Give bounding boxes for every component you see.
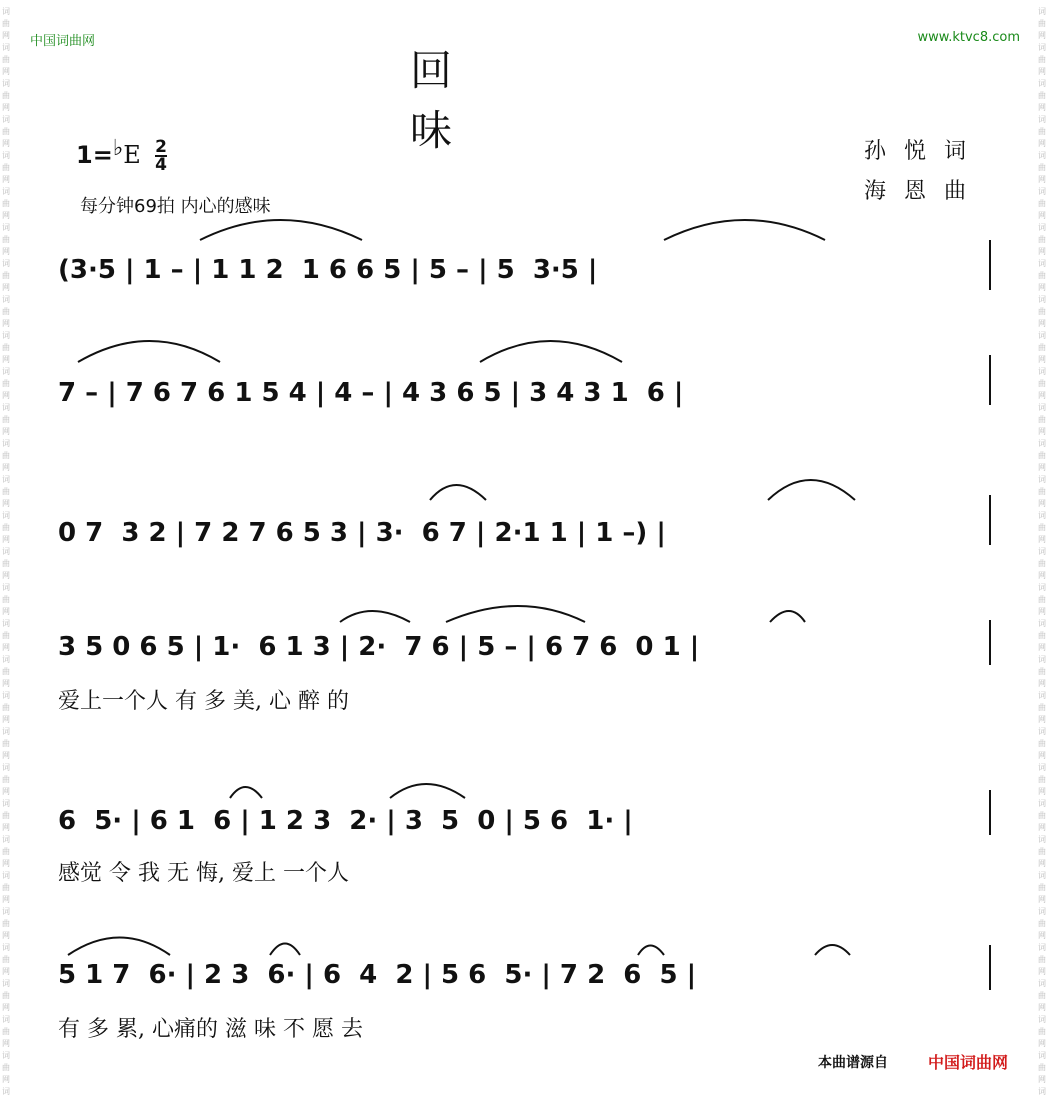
- watermark-char: 曲: [1038, 991, 1046, 1000]
- watermark-char: 词: [1038, 763, 1046, 772]
- watermark-char: 词: [2, 943, 10, 952]
- watermark-char: 词: [2, 619, 10, 628]
- watermark-char: 曲: [2, 199, 10, 208]
- flat-sign: ♭: [112, 136, 124, 161]
- watermark-char: 曲: [1038, 451, 1046, 460]
- slur: [78, 341, 220, 362]
- watermark-char: 网: [2, 1003, 10, 1012]
- watermark-char: 词: [2, 1087, 10, 1096]
- watermark-char: 网: [2, 1039, 10, 1048]
- watermark-char: 曲: [1038, 595, 1046, 604]
- watermark-char: 词: [1038, 727, 1046, 736]
- watermark-char: 词: [1038, 1051, 1046, 1060]
- watermark-char: 网: [2, 463, 10, 472]
- watermark-char: 曲: [2, 703, 10, 712]
- watermark-char: 词: [2, 331, 10, 340]
- watermark-char: 词: [2, 763, 10, 772]
- watermark-char: 网: [1038, 787, 1046, 796]
- watermark-char: 词: [1038, 259, 1046, 268]
- site-name-top-left[interactable]: 中国词曲网: [30, 34, 96, 49]
- watermark-char: 词: [2, 871, 10, 880]
- watermark-char: 曲: [1038, 811, 1046, 820]
- watermark-char: 曲: [1038, 919, 1046, 928]
- watermark-char: 曲: [2, 487, 10, 496]
- watermark-char: 曲: [2, 523, 10, 532]
- watermark-char: 词: [1038, 475, 1046, 484]
- watermark-char: 网: [2, 67, 10, 76]
- watermark-char: 网: [2, 751, 10, 760]
- watermark-char: 曲: [1038, 955, 1046, 964]
- notes-row-4: 3 5 0 6 5 | 1· 6 1 3 | 2· 7 6 | 5 – | 6 7 6 0 1 |: [58, 632, 700, 662]
- watermark-char: 网: [2, 247, 10, 256]
- watermark-char: 网: [1038, 319, 1046, 328]
- watermark-char: 曲: [1038, 523, 1046, 532]
- song-title: 回 味: [410, 46, 543, 155]
- watermark-char: 网: [1038, 823, 1046, 832]
- watermark-char: 曲: [1038, 883, 1046, 892]
- watermark-char: 词: [1038, 1015, 1046, 1024]
- watermark-char: 网: [2, 895, 10, 904]
- watermark-char: 词: [1038, 115, 1046, 124]
- watermark-char: 词: [1038, 367, 1046, 376]
- watermark-char: 网: [1038, 211, 1046, 220]
- watermark-char: 曲: [1038, 775, 1046, 784]
- watermark-char: 词: [2, 583, 10, 592]
- watermark-char: 曲: [2, 415, 10, 424]
- watermark-char: 曲: [1038, 235, 1046, 244]
- watermark-char: 曲: [2, 631, 10, 640]
- watermark-char: 曲: [2, 775, 10, 784]
- watermark-char: 词: [2, 43, 10, 52]
- notes-row-3: 0 7 3 2 | 7 2 7 6 5 3 | 3· 6 7 | 2·1 1 | 1 –) |: [58, 518, 666, 548]
- watermark-char: 曲: [2, 559, 10, 568]
- watermark-char: 曲: [1038, 1063, 1046, 1072]
- watermark-char: 网: [1038, 31, 1046, 40]
- watermark-char: 词: [2, 259, 10, 268]
- slur: [340, 611, 410, 622]
- watermark-char: 曲: [1038, 55, 1046, 64]
- watermark-char: 曲: [1038, 559, 1046, 568]
- watermark-char: 曲: [1038, 127, 1046, 136]
- watermark-char: 词: [1038, 79, 1046, 88]
- watermark-char: 词: [1038, 295, 1046, 304]
- watermark-char: 网: [2, 211, 10, 220]
- watermark-char: 词: [1038, 1087, 1046, 1096]
- watermark-char: 词: [2, 835, 10, 844]
- notes-row-6: 5 1 7 6· | 2 3 6· | 6 4 2 | 5 6 5· | 7 2 6 5 |: [58, 960, 697, 990]
- watermark-char: 曲: [2, 379, 10, 388]
- watermark-char: 词: [1038, 583, 1046, 592]
- slur: [68, 938, 170, 956]
- watermark-char: 网: [1038, 859, 1046, 868]
- watermark-char: 网: [1038, 967, 1046, 976]
- watermark-char: 词: [1038, 151, 1046, 160]
- watermark-char: 词: [2, 7, 10, 16]
- watermark-char: 曲: [2, 19, 10, 28]
- watermark-char: 网: [1038, 715, 1046, 724]
- lyrics-row-6: 有 多 累, 心痛的 滋 味 不 愿 去: [58, 1017, 363, 1042]
- watermark-char: 曲: [2, 811, 10, 820]
- time-signature-bottom: 4: [155, 155, 167, 175]
- watermark-char: 网: [1038, 283, 1046, 292]
- watermark-char: 曲: [1038, 631, 1046, 640]
- watermark-char: 词: [2, 115, 10, 124]
- watermark-char: 网: [2, 139, 10, 148]
- slur: [430, 485, 486, 500]
- watermark-char: 曲: [1038, 415, 1046, 424]
- watermark-char: 网: [2, 643, 10, 652]
- watermark-char: 曲: [1038, 199, 1046, 208]
- watermark-char: 词: [1038, 979, 1046, 988]
- slur: [638, 946, 664, 956]
- watermark-char: 曲: [1038, 163, 1046, 172]
- watermark-char: 词: [1038, 7, 1046, 16]
- watermark-char: 网: [1038, 391, 1046, 400]
- watermark-char: 网: [1038, 895, 1046, 904]
- watermark-char: 词: [2, 1015, 10, 1024]
- watermark-char: 网: [2, 967, 10, 976]
- slur: [270, 944, 300, 956]
- watermark-char: 网: [2, 787, 10, 796]
- lyrics-row-4: 爱上一个人 有 多 美, 心 醉 的: [58, 689, 349, 714]
- watermark-char: 曲: [1038, 379, 1046, 388]
- watermark-char: 网: [1038, 67, 1046, 76]
- source-label: 本曲谱源自: [818, 1055, 888, 1071]
- watermark-char: 网: [1038, 931, 1046, 940]
- watermark-char: 词: [1038, 691, 1046, 700]
- watermark-char: 曲: [2, 307, 10, 316]
- watermark-char: 网: [1038, 679, 1046, 688]
- watermark-char: 词: [1038, 439, 1046, 448]
- watermark-char: 网: [1038, 1003, 1046, 1012]
- watermark-char: 词: [2, 979, 10, 988]
- watermark-char: 曲: [1038, 1027, 1046, 1036]
- slur: [446, 606, 585, 622]
- watermark-char: 词: [1038, 799, 1046, 808]
- slur: [768, 480, 855, 500]
- watermark-char: 词: [2, 151, 10, 160]
- watermark-char: 词: [2, 727, 10, 736]
- tempo-marking: 每分钟69拍 内心的感味: [80, 196, 271, 217]
- notes-row-1: (3·5 | 1 – | 1 1 2 1 6 6 5 | 5 – | 5 3·5 |: [58, 255, 598, 285]
- lyrics-row-5: 感觉 令 我 无 悔, 爱上 一个人: [58, 861, 349, 886]
- watermark-char: 词: [2, 475, 10, 484]
- watermark-char: 词: [2, 367, 10, 376]
- slur: [480, 341, 622, 362]
- watermark-char: 词: [2, 547, 10, 556]
- watermark-char: 词: [2, 655, 10, 664]
- watermark-char: 词: [2, 439, 10, 448]
- watermark-char: 曲: [1038, 19, 1046, 28]
- watermark-char: 曲: [2, 847, 10, 856]
- watermark-char: 词: [2, 1051, 10, 1060]
- watermark-char: 网: [1038, 535, 1046, 544]
- source-site-link[interactable]: 中国词曲网: [928, 1053, 1009, 1072]
- watermark-char: 网: [2, 571, 10, 580]
- watermark-char: 网: [2, 283, 10, 292]
- watermark-char: 网: [2, 931, 10, 940]
- watermark-char: 词: [2, 79, 10, 88]
- watermark-char: 网: [1038, 607, 1046, 616]
- slur: [815, 945, 850, 955]
- watermark-char: 词: [1038, 835, 1046, 844]
- watermark-char: 网: [1038, 175, 1046, 184]
- watermark-char: 曲: [1038, 487, 1046, 496]
- watermark-char: 网: [2, 823, 10, 832]
- slur: [770, 611, 805, 622]
- watermark-char: 曲: [2, 235, 10, 244]
- watermark-char: 曲: [2, 991, 10, 1000]
- watermark-char: 词: [2, 295, 10, 304]
- watermark-char: 网: [2, 355, 10, 364]
- watermark-char: 曲: [2, 1063, 10, 1072]
- notes-row-2: 7 – | 7 6 7 6 1 5 4 | 4 – | 4 3 6 5 | 3 4 3 1 6 |: [58, 378, 684, 408]
- watermark-char: 词: [1038, 907, 1046, 916]
- watermark-char: 词: [1038, 943, 1046, 952]
- watermark-char: 词: [1038, 871, 1046, 880]
- watermark-char: 网: [2, 859, 10, 868]
- slur: [230, 787, 262, 798]
- watermark-char: 词: [2, 691, 10, 700]
- watermark-char: 网: [1038, 1039, 1046, 1048]
- watermark-char: 网: [2, 679, 10, 688]
- watermark-char: 曲: [1038, 667, 1046, 676]
- watermark-char: 网: [2, 103, 10, 112]
- watermark-char: 词: [2, 403, 10, 412]
- watermark-char: 网: [1038, 643, 1046, 652]
- watermark-char: 词: [1038, 547, 1046, 556]
- watermark-char: 曲: [1038, 343, 1046, 352]
- watermark-char: 曲: [2, 91, 10, 100]
- watermark-char: 词: [1038, 511, 1046, 520]
- slur: [390, 784, 465, 798]
- watermark-char: 曲: [2, 883, 10, 892]
- watermark-char: 网: [2, 175, 10, 184]
- watermark-char: 曲: [2, 667, 10, 676]
- watermark-char: 曲: [2, 919, 10, 928]
- watermark-char: 网: [1038, 751, 1046, 760]
- notes-row-5: 6 5· | 6 1 6 | 1 2 3 2· | 3 5 0 | 5 6 1· |: [58, 806, 633, 836]
- watermark-char: 曲: [2, 739, 10, 748]
- watermark-char: 词: [1038, 403, 1046, 412]
- watermark-char: 词: [2, 223, 10, 232]
- watermark-char: 网: [2, 427, 10, 436]
- watermark-char: 网: [1038, 463, 1046, 472]
- watermark-char: 曲: [2, 595, 10, 604]
- watermark-char: 词: [2, 907, 10, 916]
- watermark-char: 网: [2, 1075, 10, 1084]
- watermark-char: 网: [2, 391, 10, 400]
- watermark-char: 网: [1038, 139, 1046, 148]
- watermark-char: 网: [2, 31, 10, 40]
- watermark-char: 网: [1038, 499, 1046, 508]
- watermark-char: 网: [1038, 355, 1046, 364]
- watermark-char: 词: [1038, 655, 1046, 664]
- watermark-char: 词: [1038, 223, 1046, 232]
- watermark-char: 曲: [1038, 271, 1046, 280]
- watermark-char: 网: [2, 535, 10, 544]
- watermark-char: 网: [2, 499, 10, 508]
- watermark-char: 网: [1038, 427, 1046, 436]
- watermark-char: 词: [1038, 331, 1046, 340]
- site-url-top-right[interactable]: www.ktvc8.com: [917, 30, 1020, 45]
- watermark-char: 网: [2, 319, 10, 328]
- slur: [200, 220, 362, 240]
- watermark-char: 网: [1038, 1075, 1046, 1084]
- watermark-char: 词: [1038, 43, 1046, 52]
- time-signature-top: 2: [155, 137, 167, 157]
- slur: [664, 220, 825, 240]
- watermark-char: 网: [2, 715, 10, 724]
- key-letter: E: [123, 141, 141, 169]
- watermark-char: 词: [2, 187, 10, 196]
- watermark-char: 曲: [2, 1027, 10, 1036]
- watermark-char: 网: [1038, 247, 1046, 256]
- watermark-char: 曲: [1038, 703, 1046, 712]
- watermark-char: 曲: [2, 55, 10, 64]
- composer-credit: 海恩曲: [863, 179, 984, 204]
- watermark-char: 网: [2, 607, 10, 616]
- watermark-char: 曲: [2, 451, 10, 460]
- watermark-char: 曲: [1038, 847, 1046, 856]
- watermark-char: 曲: [1038, 739, 1046, 748]
- watermark-char: 词: [2, 799, 10, 808]
- watermark-char: 词: [2, 511, 10, 520]
- watermark-char: 曲: [2, 271, 10, 280]
- watermark-char: 词: [1038, 619, 1046, 628]
- key-prefix: 1=: [76, 141, 113, 169]
- watermark-char: 曲: [1038, 91, 1046, 100]
- watermark-char: 曲: [2, 955, 10, 964]
- watermark-char: 曲: [2, 127, 10, 136]
- watermark-char: 曲: [2, 343, 10, 352]
- watermark-char: 网: [1038, 571, 1046, 580]
- watermark-char: 词: [1038, 187, 1046, 196]
- watermark-char: 网: [1038, 103, 1046, 112]
- lyricist-credit: 孙悦词: [863, 139, 984, 164]
- watermark-char: 曲: [1038, 307, 1046, 316]
- watermark-char: 曲: [2, 163, 10, 172]
